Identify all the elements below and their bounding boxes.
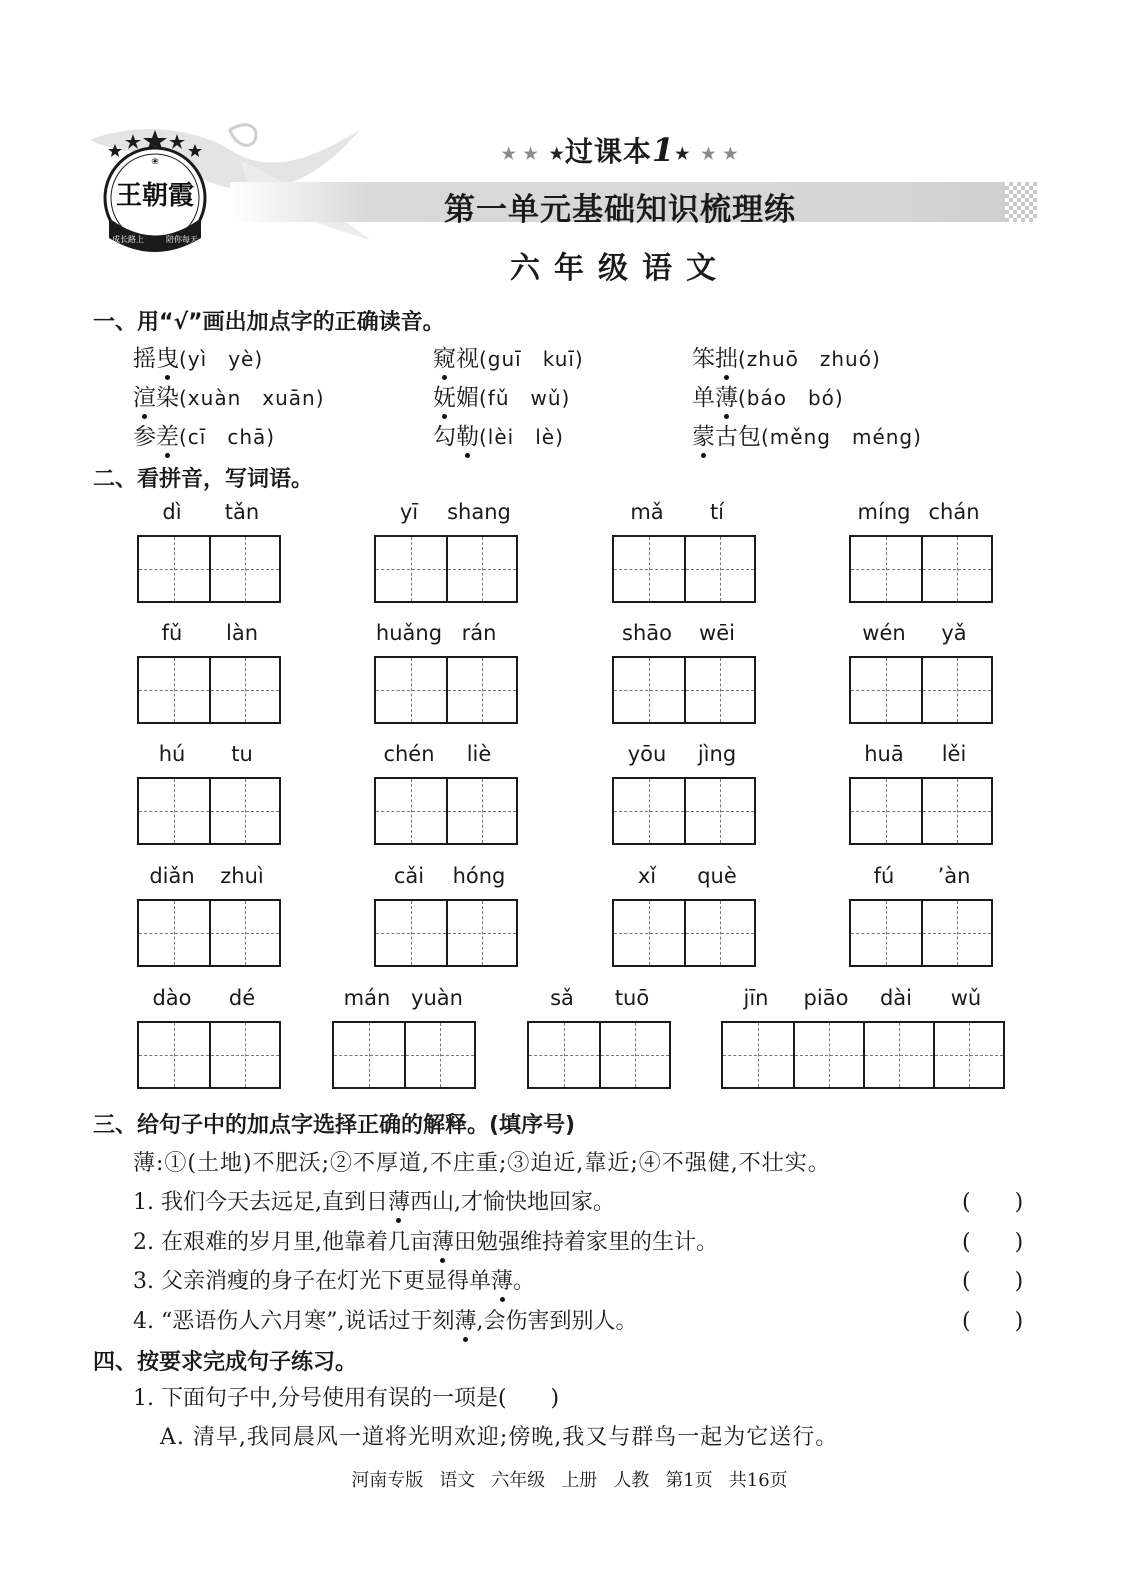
- pinyin-syllable: mǎ: [630, 500, 664, 524]
- reading-item: [133, 340, 263, 373]
- unit-title: 第一单元基础知识梳理练: [444, 192, 796, 228]
- pinyin-options[interactable]: (fǔ wǔ): [479, 386, 571, 410]
- footer-item: 第1页: [665, 1470, 713, 1491]
- word-character: 染: [156, 385, 179, 411]
- pinyin-syllable: dào: [152, 986, 192, 1010]
- pinyin-syllable: ’àn: [937, 864, 971, 888]
- pinyin-syllable: dé: [228, 986, 256, 1010]
- series-label: ★ ★ ★过课本1★ ★ ★: [501, 131, 739, 169]
- grid-cell[interactable]: [139, 658, 209, 722]
- writing-grid[interactable]: [849, 656, 993, 724]
- footer-item: 人教: [613, 1470, 650, 1491]
- grid-cell[interactable]: [921, 779, 991, 843]
- answer-blank[interactable]: ( ): [962, 1190, 1024, 1215]
- pinyin-syllable: zhuì: [220, 864, 264, 888]
- grid-cell[interactable]: [209, 779, 279, 843]
- dotted-character: 薄: [715, 379, 738, 412]
- word-character: 勾: [433, 424, 456, 450]
- brand-name-text: 王朝霞: [115, 181, 195, 211]
- grid-cell[interactable]: [851, 658, 921, 722]
- pinyin-syllable: tǎn: [224, 500, 260, 524]
- footer-item: 六年级: [491, 1470, 546, 1491]
- writing-grid[interactable]: [612, 777, 756, 845]
- pinyin-syllable: tí: [709, 500, 725, 524]
- grid-cell[interactable]: [614, 537, 684, 601]
- dotted-character: 曳: [156, 340, 179, 373]
- writing-grid[interactable]: [332, 1021, 476, 1089]
- dotted-character: 窥: [433, 340, 456, 373]
- sentence-item: [133, 1264, 535, 1295]
- pinyin-syllable: fǔ: [161, 621, 183, 645]
- reading-item: [433, 340, 584, 373]
- question-4-1: 1. 下面句子中,分号使用有误的一项是( ): [133, 1386, 560, 1411]
- pinyin-syllable: mán: [343, 986, 391, 1010]
- footer-item: 语文: [439, 1470, 476, 1491]
- banner-checker-decoration: [1005, 182, 1037, 222]
- dotted-character: 薄: [432, 1225, 454, 1256]
- pinyin-syllable: shāo: [622, 621, 672, 645]
- pinyin-syllable: hú: [158, 742, 186, 766]
- pinyin-syllable: yī: [399, 500, 419, 524]
- grid-cell[interactable]: [376, 537, 446, 601]
- pinyin-syllable: fú: [873, 864, 895, 888]
- pinyin-syllable: dì: [162, 500, 182, 524]
- pinyin-options[interactable]: (zhuō zhuó): [738, 347, 881, 371]
- grid-cell[interactable]: [139, 901, 209, 965]
- word-character: 参: [133, 424, 156, 450]
- pinyin-syllable: cǎi: [393, 864, 425, 888]
- grid-cell[interactable]: [921, 658, 991, 722]
- sentence-text: 田勉强维持着家里的生计。: [454, 1230, 719, 1255]
- grid-cell[interactable]: [921, 537, 991, 601]
- grid-cell[interactable]: [139, 779, 209, 843]
- sentence-text: 4. “恶语伤人六月寒”,说话过于刻: [133, 1309, 455, 1334]
- pinyin-options[interactable]: (báo bó): [738, 386, 844, 410]
- grid-cell[interactable]: [614, 779, 684, 843]
- footer-item: 共16页: [728, 1470, 788, 1491]
- grid-cell[interactable]: [446, 658, 516, 722]
- dotted-character: 拙: [715, 340, 738, 373]
- section2-title: 二、看拼音，写词语。: [93, 467, 314, 492]
- word-character: 视: [456, 346, 479, 372]
- sentence-text: 西山,才愉快地回家。: [410, 1190, 615, 1215]
- answer-blank[interactable]: ( ): [962, 1230, 1024, 1255]
- grid-cell[interactable]: [376, 658, 446, 722]
- writing-grid[interactable]: [137, 1021, 281, 1089]
- grid-cell[interactable]: [334, 1023, 404, 1087]
- grid-cell[interactable]: [921, 901, 991, 965]
- sentence-item: [133, 1185, 615, 1216]
- reading-item: [692, 379, 844, 412]
- grid-cell[interactable]: [376, 779, 446, 843]
- section3-title: 三、给句子中的加点字选择正确的解释。(填序号): [93, 1113, 576, 1138]
- pinyin-syllable: tu: [231, 742, 253, 766]
- dotted-character: 勒: [456, 418, 479, 451]
- grid-cell[interactable]: [209, 658, 279, 722]
- section1-title: 一、用“√”画出加点字的正确读音。: [93, 310, 445, 335]
- dotted-character: 薄: [491, 1264, 513, 1295]
- pinyin-syllable: chán: [928, 500, 980, 524]
- sentence-text: 3. 父亲消瘦的身子在灯光下更显得单: [133, 1269, 491, 1294]
- writing-grid[interactable]: [849, 535, 993, 603]
- writing-grid[interactable]: [374, 656, 518, 724]
- grid-cell[interactable]: [684, 658, 754, 722]
- svg-text:成长路上: 成长路上: [112, 235, 144, 244]
- reading-item: [692, 340, 881, 373]
- pinyin-syllable: lěi: [941, 742, 967, 766]
- pinyin-syllable: wǔ: [950, 986, 982, 1010]
- grid-cell[interactable]: [139, 537, 209, 601]
- pinyin-syllable: làn: [225, 621, 258, 645]
- pinyin-syllable: liè: [466, 742, 492, 766]
- writing-grid[interactable]: [612, 535, 756, 603]
- pinyin-syllable: huā: [864, 742, 904, 766]
- reading-item: [433, 379, 570, 412]
- grid-cell[interactable]: [404, 1023, 474, 1087]
- definition-text: 薄:①(土地)不肥沃;②不厚道,不庄重;③迫近,靠近;④不强健,不壮实。: [133, 1151, 831, 1176]
- writing-grid[interactable]: [612, 899, 756, 967]
- writing-grid[interactable]: [527, 1021, 671, 1089]
- reading-item: [692, 418, 922, 451]
- pinyin-syllable: rán: [461, 621, 497, 645]
- pinyin-syllable: dài: [879, 986, 913, 1010]
- word-character: 古: [715, 424, 738, 450]
- grid-cell[interactable]: [446, 779, 516, 843]
- writing-grid[interactable]: [374, 899, 518, 967]
- answer-blank[interactable]: ( ): [962, 1269, 1024, 1294]
- grid-cell[interactable]: [209, 1023, 279, 1087]
- sentence-text: 1. 我们今天去远足,直到日: [133, 1190, 388, 1215]
- pinyin-syllable: shang: [447, 500, 511, 524]
- grid-cell[interactable]: [599, 1023, 669, 1087]
- pinyin-syllable: hóng: [452, 864, 506, 888]
- writing-grid[interactable]: [849, 777, 993, 845]
- grid-cell[interactable]: [851, 779, 921, 843]
- grid-cell[interactable]: [446, 537, 516, 601]
- sentence-text: 。: [513, 1269, 536, 1294]
- pinyin-syllable: piāo: [803, 986, 849, 1010]
- word-character: 包: [738, 424, 761, 450]
- page-footer: [0, 1466, 1139, 1492]
- writing-grid[interactable]: [374, 777, 518, 845]
- pinyin-options[interactable]: (lèi lè): [479, 425, 564, 449]
- pinyin-syllable: jīn: [743, 986, 769, 1010]
- grid-cell[interactable]: [684, 537, 754, 601]
- writing-grid[interactable]: [612, 656, 756, 724]
- grid-cell[interactable]: [723, 1023, 793, 1087]
- grid-cell[interactable]: [446, 901, 516, 965]
- grid-cell[interactable]: [614, 658, 684, 722]
- pinyin-syllable: chén: [383, 742, 435, 766]
- sentence-item: [133, 1304, 638, 1335]
- grid-cell[interactable]: [614, 901, 684, 965]
- pinyin-syllable: què: [697, 864, 737, 888]
- grid-cell[interactable]: [933, 1023, 1003, 1087]
- sentence-item: [133, 1225, 718, 1256]
- dotted-character: 妩: [433, 379, 456, 412]
- pinyin-options[interactable]: (xuàn xuān): [179, 386, 325, 410]
- pinyin-options[interactable]: (měng méng): [761, 425, 922, 449]
- brand-logo: [95, 128, 215, 256]
- writing-grid[interactable]: [137, 777, 281, 845]
- pinyin-options[interactable]: (cī chā): [179, 425, 276, 449]
- grid-cell[interactable]: [793, 1023, 863, 1087]
- section4-title: 四、按要求完成句子练习。: [93, 1350, 358, 1375]
- dotted-character: 差: [156, 418, 179, 451]
- grid-cell[interactable]: [376, 901, 446, 965]
- writing-grid[interactable]: [137, 899, 281, 967]
- pinyin-syllable: jìng: [697, 742, 737, 766]
- pinyin-syllable: míng: [857, 500, 911, 524]
- grid-cell[interactable]: [851, 901, 921, 965]
- writing-grid[interactable]: [374, 535, 518, 603]
- writing-grid[interactable]: [137, 535, 281, 603]
- pinyin-syllable: huǎng: [375, 621, 443, 645]
- word-character: 单: [692, 385, 715, 411]
- dotted-character: 薄: [454, 1304, 476, 1335]
- dotted-character: 渲: [133, 379, 156, 412]
- writing-grid[interactable]: [721, 1021, 1005, 1089]
- svg-text:陪你每天: 陪你每天: [166, 235, 198, 244]
- writing-grid[interactable]: [849, 899, 993, 967]
- grid-cell[interactable]: [209, 901, 279, 965]
- dotted-character: 蒙: [692, 418, 715, 451]
- svg-text:❀: ❀: [151, 157, 159, 167]
- pinyin-syllable: yǎ: [941, 621, 967, 645]
- answer-blank[interactable]: ( ): [962, 1309, 1024, 1334]
- option-a: A. 清早,我同晨风一道将光明欢迎;傍晚,我又与群鸟一起为它送行。: [160, 1425, 839, 1450]
- pinyin-options[interactable]: (yì yè): [179, 347, 264, 371]
- pinyin-syllable: wēi: [699, 621, 735, 645]
- reading-item: [133, 379, 325, 412]
- pinyin-syllable: yuàn: [411, 986, 463, 1010]
- pinyin-syllable: wén: [862, 621, 906, 645]
- grid-cell[interactable]: [863, 1023, 933, 1087]
- word-character: 摇: [133, 346, 156, 372]
- footer-item: 上册: [561, 1470, 598, 1491]
- grid-cell[interactable]: [529, 1023, 599, 1087]
- pinyin-syllable: yōu: [627, 742, 667, 766]
- grid-cell[interactable]: [684, 779, 754, 843]
- word-character: 笨: [692, 346, 715, 372]
- pinyin-syllable: tuō: [614, 986, 650, 1010]
- sentence-text: 2. 在艰难的岁月里,他靠着几亩: [133, 1230, 432, 1255]
- dotted-character: 薄: [388, 1185, 410, 1216]
- grid-cell[interactable]: [684, 901, 754, 965]
- footer-item: 河南专版: [351, 1470, 424, 1491]
- writing-grid[interactable]: [137, 656, 281, 724]
- pinyin-syllable: xǐ: [637, 864, 657, 888]
- grid-cell[interactable]: [851, 537, 921, 601]
- grade-subject-title: 六年级语文: [510, 251, 730, 286]
- reading-item: [133, 418, 275, 451]
- word-character: 媚: [456, 385, 479, 411]
- pinyin-syllable: sǎ: [550, 986, 574, 1010]
- sentence-text: ,会伤害到别人。: [476, 1309, 638, 1334]
- pinyin-options[interactable]: (guī kuī): [479, 347, 584, 371]
- grid-cell[interactable]: [209, 537, 279, 601]
- reading-item: [433, 418, 564, 451]
- pinyin-syllable: diǎn: [149, 864, 195, 888]
- grid-cell[interactable]: [139, 1023, 209, 1087]
